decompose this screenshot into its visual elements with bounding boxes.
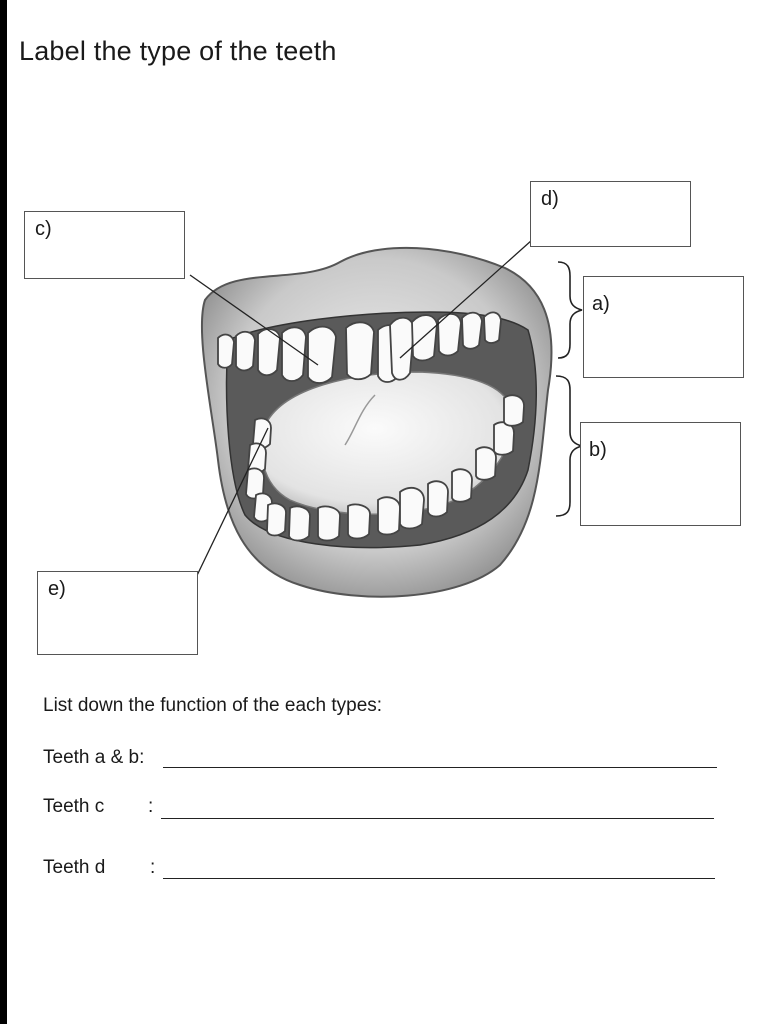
label-box-d[interactable] [530, 181, 691, 247]
instructions-text: List down the function of the each types: [43, 695, 383, 716]
answer-label-c: Teeth c [43, 796, 105, 817]
worksheet-title: Label the type of the teeth [19, 36, 337, 66]
label-box-c[interactable] [24, 211, 185, 279]
label-e: e) [48, 578, 66, 600]
label-box-a[interactable] [583, 276, 744, 378]
answer-label-d: Teeth d [43, 857, 106, 878]
answer-line-d[interactable] [163, 878, 715, 879]
answer-line-c[interactable] [161, 818, 714, 819]
answer-label-ab: Teeth a & b: [43, 747, 145, 768]
answer-colon-d: : [150, 857, 156, 878]
curly-braces [556, 262, 582, 516]
label-a: a) [592, 293, 610, 315]
label-box-e[interactable] [37, 571, 198, 655]
answer-line-ab[interactable] [163, 767, 717, 768]
label-d: d) [541, 188, 559, 210]
label-box-b[interactable] [580, 422, 741, 526]
label-b: b) [589, 439, 607, 461]
answer-colon-c: : [148, 796, 154, 817]
label-c: c) [35, 218, 52, 240]
